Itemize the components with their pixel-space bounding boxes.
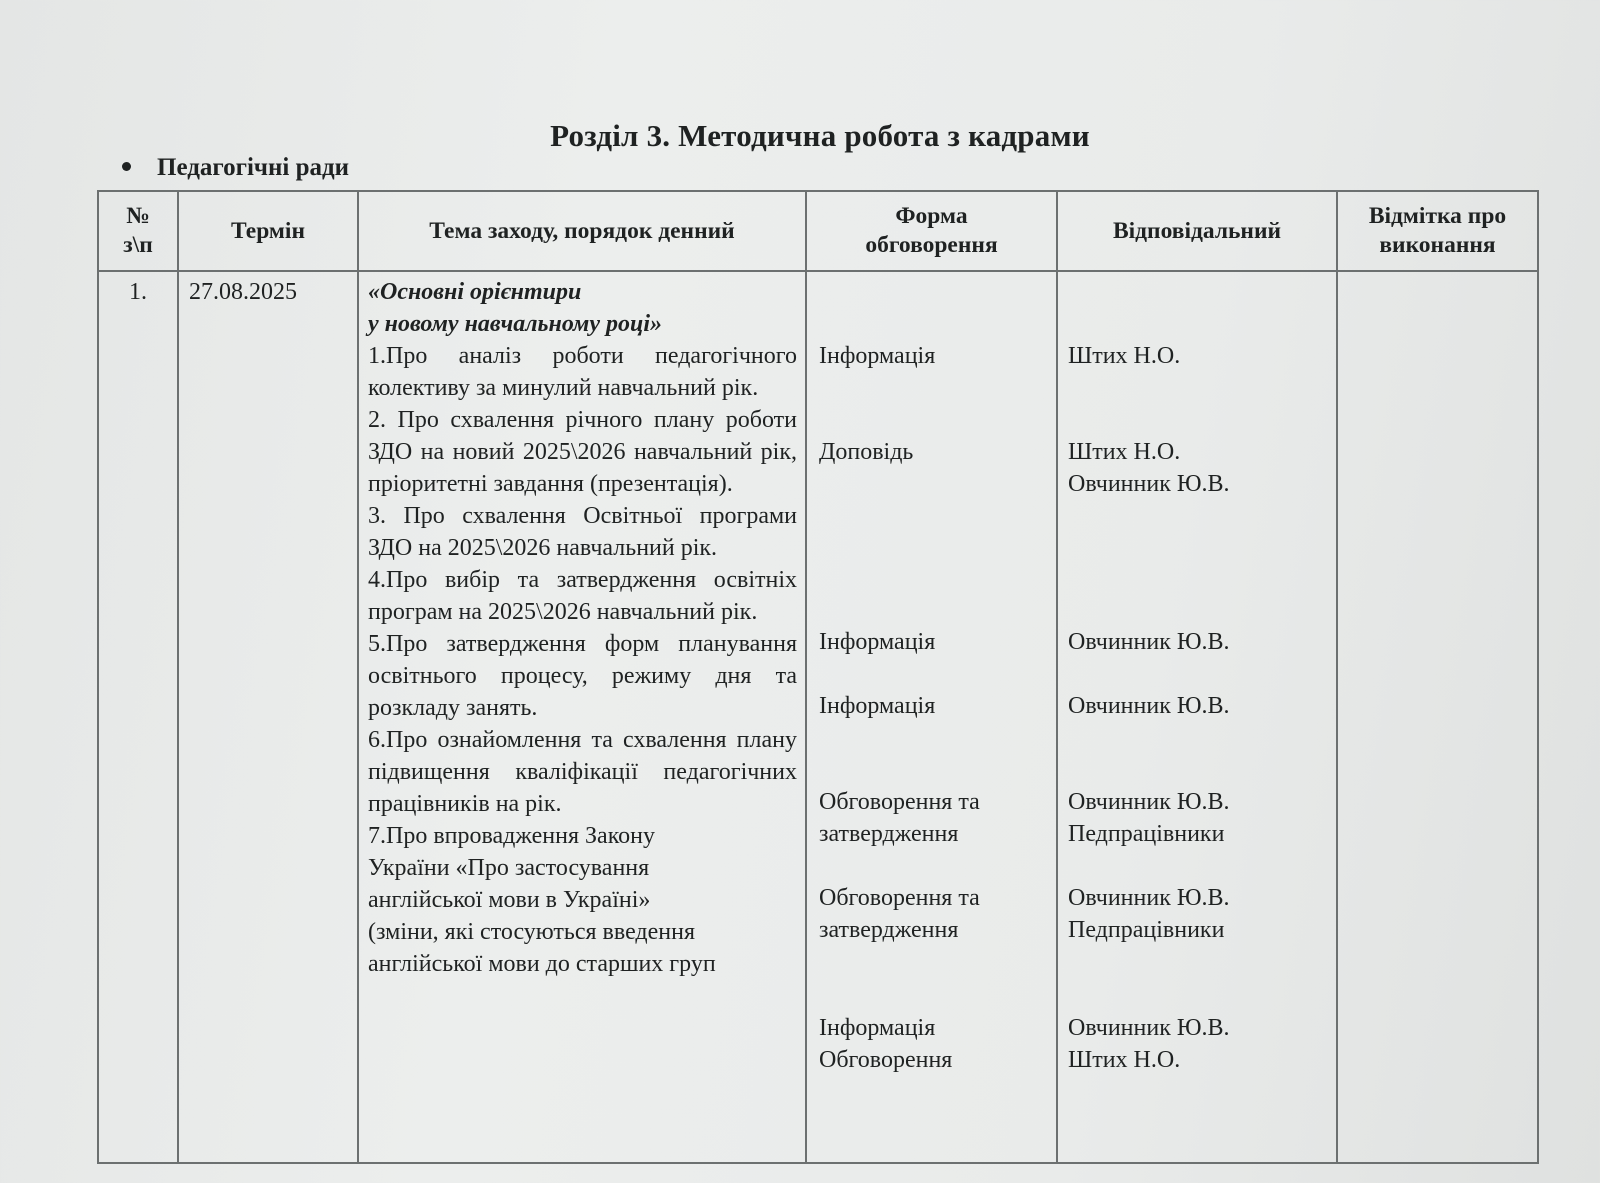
- responsible-item-1: Штих Н.О.: [1068, 343, 1181, 369]
- responsible-item-2: Штих Н.О. Овчинник Ю.В.: [1068, 439, 1230, 497]
- agenda-item-5: 5.Про затвердження форм планування освітнього процесу, режиму дня та розкладу занять.: [368, 631, 797, 721]
- form-item-7: Інформація Обговорення: [819, 1015, 953, 1073]
- bullet-icon: [122, 162, 131, 171]
- subsection-heading: [122, 154, 349, 182]
- responsible-item-5: Овчинник Ю.В. Педпрацівники: [1068, 789, 1230, 847]
- table-header-row: [98, 191, 1538, 271]
- agenda-item-2: 2. Про схвалення річного плану роботи ЗДО на новий 2025\2026 навчальний рік, пріоритетні завдання (презентація).: [368, 407, 797, 497]
- responsible-item-4: Овчинник Ю.В.: [1068, 693, 1230, 719]
- section-title: Розділ 3. Методична робота з кадрами: [550, 118, 1090, 153]
- subsection-label: Педагогічні ради: [157, 154, 350, 181]
- header-responsible: Відповідальний: [1057, 191, 1337, 271]
- header-form: Форма обговорення: [806, 191, 1057, 271]
- responsible-item-3: Овчинник Ю.В.: [1068, 629, 1230, 655]
- form-item-1: Інформація: [819, 343, 936, 369]
- responsible-item-6: Овчинник Ю.В. Педпрацівники: [1068, 885, 1230, 943]
- row-responsibles: [1057, 271, 1337, 1163]
- form-item-4: Інформація: [819, 693, 936, 719]
- agenda-item-3: 3. Про схвалення Освітньої програми ЗДО на 2025\2026 навчальний рік.: [368, 503, 797, 561]
- agenda-item-4: 4.Про вибір та затвердження освітніх програм на 2025\2026 навчальний рік.: [368, 567, 797, 625]
- agenda-item-6: 6.Про ознайомлення та схвалення плану підвищення кваліфікації педагогічних працівників на рік.: [368, 727, 797, 817]
- row-date: 27.08.2025: [178, 271, 358, 1163]
- row-mark: [1337, 271, 1538, 1163]
- agenda-item-1: 1.Про аналіз роботи педагогічного колективу за минулий навчальний рік.: [368, 343, 797, 401]
- agenda-item-7: 7.Про впровадження Закону України «Про застосування англійської мови в Україні» (зміни, які стосуються введення англійської мови до старших груп: [368, 823, 716, 977]
- form-item-3: Інформація: [819, 629, 936, 655]
- table-row: [98, 271, 1538, 1163]
- header-num: № з\п: [98, 191, 178, 271]
- form-item-6: Обговорення та затвердження: [819, 885, 980, 943]
- row-forms: [806, 271, 1057, 1163]
- header-term: Термін: [178, 191, 358, 271]
- row-topic: [358, 271, 806, 1163]
- header-topic: Тема заходу, порядок денний: [358, 191, 806, 271]
- council-theme: «Основні орієнтири у новому навчальному році»: [368, 279, 663, 337]
- form-item-5: Обговорення та затвердження: [819, 789, 980, 847]
- form-item-2: Доповідь: [819, 439, 914, 465]
- responsible-item-7: Овчинник Ю.В. Штих Н.О.: [1068, 1015, 1230, 1073]
- header-mark: Відмітка про виконання: [1337, 191, 1538, 271]
- pedagogical-councils-table: [97, 190, 1539, 1164]
- row-num: 1.: [98, 271, 178, 1163]
